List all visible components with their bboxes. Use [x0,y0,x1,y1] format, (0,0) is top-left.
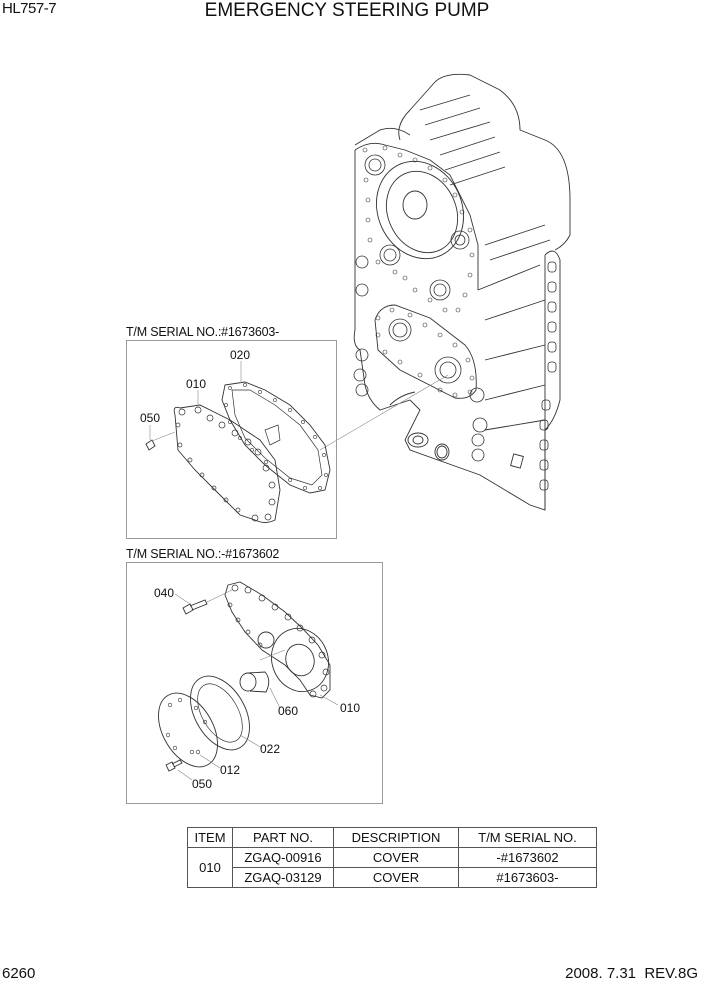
cell-description: COVER [334,868,459,888]
cell-item: 010 [188,848,233,888]
callout-020: 020 [230,348,251,362]
cell-description: COVER [334,848,459,868]
cell-part-no: ZGAQ-03129 [233,868,334,888]
cell-serial: #1673603- [459,868,597,888]
revision-date: 2008. 7.31 REV.8G [565,965,698,982]
header-description: DESCRIPTION [334,828,459,848]
table-row [188,868,597,888]
cell-part-no: ZGAQ-00916 [233,848,334,868]
callout-012: 012 [220,763,241,777]
callout-050: 050 [192,777,213,791]
model-number: HL757-7 [2,0,57,17]
callout-010: 010 [340,701,361,715]
cell-serial: -#1673602 [459,848,597,868]
callout-040: 040 [154,586,175,600]
transmission-housing-drawing [354,74,570,510]
table-row [188,848,597,868]
callout-010: 010 [186,377,207,391]
callout-060: 060 [278,704,299,718]
header-part-no: PART NO. [233,828,334,848]
group1-frame [126,340,337,539]
callout-050: 050 [140,411,161,425]
header-item: ITEM [188,828,233,848]
parts-table [187,827,597,888]
page-title: EMERGENCY STEERING PUMP [204,0,490,21]
group2-serial-label: T/M SERIAL NO.:-#1673602 [126,547,280,561]
page-number: 6260 [2,965,36,982]
group1-serial-label: T/M SERIAL NO.:#1673603- [126,325,280,339]
table-header-row [188,828,597,848]
callout-022: 022 [260,742,281,756]
header-serial: T/M SERIAL NO. [459,828,597,848]
